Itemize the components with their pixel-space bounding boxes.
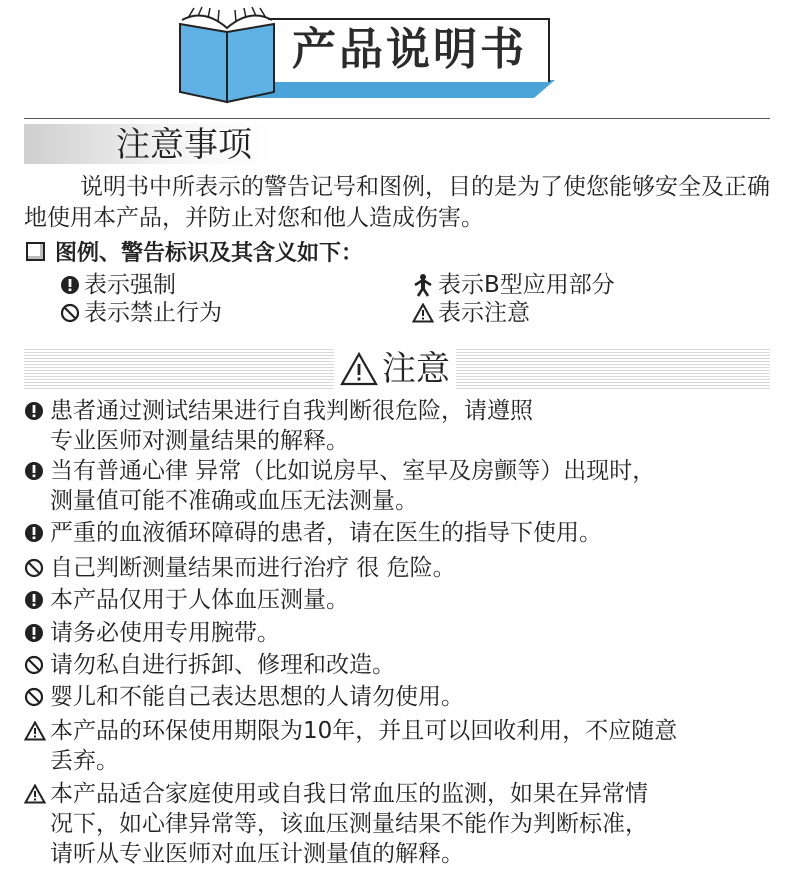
legend-item-type-b bbox=[412, 270, 615, 300]
mandatory-icon bbox=[24, 456, 50, 486]
legend-heading-text: 图例、警告标识及其含义如下： bbox=[55, 241, 364, 266]
caution-text: 自己判断测量结果而进行治疗 很 危险。 bbox=[50, 555, 456, 581]
prohibition-icon bbox=[60, 303, 80, 323]
warning-triangle-icon bbox=[24, 716, 50, 746]
prohibition-icon bbox=[24, 553, 50, 583]
legend-item-caution bbox=[412, 298, 530, 328]
legend-label: 表示禁止行为 bbox=[84, 300, 222, 326]
mandatory-icon bbox=[24, 618, 50, 648]
caution-text: 当有普通心律 异常（比如说房早、室早及房颤等）出现时， 测量值可能不准确或血压无法测量。 bbox=[50, 458, 656, 514]
section-heading-notice: 注意事项 bbox=[116, 125, 252, 165]
caution-item bbox=[24, 553, 784, 583]
legend-label: 表示注意 bbox=[438, 300, 530, 326]
open-book-icon bbox=[172, 6, 282, 104]
caution-text: 患者通过测试结果进行自我判断很危险，请遵照 专业医师对测量结果的解释。 bbox=[50, 398, 533, 454]
legend-label: 表示强制 bbox=[84, 272, 176, 298]
caution-item bbox=[24, 779, 784, 869]
top-divider bbox=[24, 118, 770, 119]
caution-item bbox=[24, 618, 784, 648]
caution-text: 严重的血液循环障碍的患者，请在医生的指导下使用。 bbox=[50, 520, 602, 546]
mandatory-icon bbox=[24, 518, 50, 548]
caution-item bbox=[24, 396, 784, 456]
caution-text: 本产品的环保使用期限为10年，并且可以回收利用，不应随意 丢弃。 bbox=[50, 718, 678, 774]
header-banner bbox=[0, 0, 790, 110]
caution-text: 本产品仅用于人体血压测量。 bbox=[50, 587, 349, 613]
intro-text: 说明书中所表示的警告记号和图例，目的是为了使您能够安全及正确地使用本产品，并防止对您和他人造成伤害。 bbox=[24, 174, 770, 231]
caution-item bbox=[24, 518, 784, 548]
page-title: 产品说明书 bbox=[292, 24, 527, 75]
legend-item-mandatory bbox=[60, 270, 176, 300]
warning-triangle-icon bbox=[24, 779, 50, 809]
caution-item bbox=[24, 456, 784, 516]
type-b-applied-part-icon bbox=[412, 273, 434, 297]
legend-item-prohibition bbox=[60, 298, 222, 328]
warning-triangle-icon bbox=[412, 303, 434, 323]
caution-item bbox=[24, 682, 784, 712]
square-bullet-icon bbox=[26, 242, 45, 261]
intro-paragraph bbox=[24, 172, 784, 234]
caution-heading-text: 注意 bbox=[382, 349, 450, 389]
caution-item bbox=[24, 650, 784, 680]
caution-text: 本产品适合家庭使用或自我日常血压的监测，如果在异常情 况下，如心律异常等，该血压测量结果不能作为判断标准， 请听从专业医师对血压计测量值的解释。 bbox=[50, 781, 648, 867]
caution-item bbox=[24, 716, 784, 776]
prohibition-icon bbox=[24, 682, 50, 712]
section-heading-caution bbox=[334, 348, 456, 390]
caution-text: 请务必使用专用腕带。 bbox=[50, 620, 280, 646]
caution-text: 请勿私自进行拆卸、修理和改造。 bbox=[50, 652, 395, 678]
caution-text: 婴儿和不能自己表达思想的人请勿使用。 bbox=[50, 684, 464, 710]
mandatory-icon bbox=[60, 275, 80, 295]
legend-label: 表示B型应用部分 bbox=[438, 272, 615, 298]
warning-triangle-icon bbox=[340, 352, 378, 386]
mandatory-icon bbox=[24, 396, 50, 426]
prohibition-icon bbox=[24, 650, 50, 680]
mandatory-icon bbox=[24, 585, 50, 615]
legend-heading bbox=[26, 236, 363, 267]
caution-item bbox=[24, 585, 784, 615]
